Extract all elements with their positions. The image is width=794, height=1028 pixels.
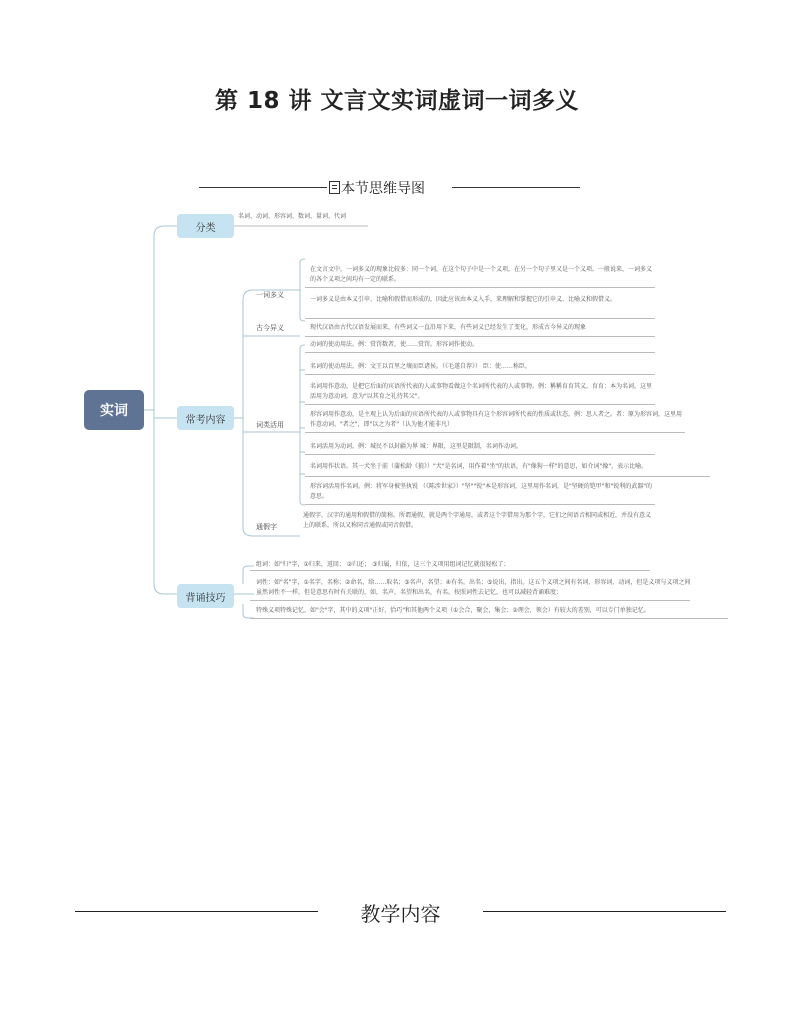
polysemy-text-1: 在文言文中，一词多义的现象比较多：同一个词，在这个句子中是一个义项，在另一个句子里又是一个义项。一般说来，一词多义的各个义项之间均有一定的联系。 — [310, 266, 653, 283]
category-classify: 分类 — [177, 214, 234, 238]
memorize-tip-1: 组词：如"归"字，①归来，返回； ②归还； ③归属，归依，这三个义项用组词记忆就很轻松了； — [256, 561, 510, 568]
leaf-underline — [305, 504, 655, 505]
leaf-underline — [305, 454, 655, 455]
leaf-underline — [250, 600, 690, 601]
flex-text-1: 动词的使动用法。例：赏罚数者，使……赏罚。形容词作使动。 — [310, 341, 479, 348]
category-memorize: 背诵技巧 — [177, 584, 234, 608]
flex-text-3: 名词用作意动，是把它后面的宾语所代表的人或事物看做这个名词所代表的人或事物。例：稱稱育育其义。育育：本为名词，这里活用为意动词，意为"以其育之礼待其父"。 — [310, 383, 653, 400]
leaf-underline — [305, 352, 655, 353]
leaf-underline — [305, 432, 685, 433]
leaf-underline — [305, 374, 655, 375]
leaf-underline — [305, 318, 655, 319]
tongjia-text: 通假字，汉字的通用和假借的简称。所谓通假，就是两个字通用，或者这个字借用为那个字，它们之间语音相同或相近，并没有意义上的联系，所以又称同音通假或同音假借。 — [303, 512, 652, 529]
leaf-underline — [305, 287, 655, 288]
flex-text-2: 名词的使动用法。例：文王以百里之壤而臣诸侯。（《毛遂自荐》） 臣：使……称臣。 — [310, 363, 531, 370]
leaf-underline — [305, 404, 655, 405]
ancient-text: 现代汉语由古代汉语发展而来，有些词义一直沿用下来，有些词义已经发生了变化，形成古今异义的现象 — [310, 324, 587, 331]
flex-text-5: 名词活用为动词。例：城民不以封疆为界 城：界限，这里是限制，名词作动词。 — [310, 443, 522, 450]
footer-heading — [75, 898, 726, 928]
sub-polysemy: 一词多义 — [256, 291, 284, 299]
page-title: 第 18 讲 文言文实词虚词一词多义 — [214, 88, 580, 114]
footer-divider-right — [483, 911, 726, 912]
section-heading-text: 本节思维导图 — [341, 181, 425, 197]
memorize-tip-3: 特殊义项特殊记忆，如"会"字，其中的义项"正好，恰巧"和其他两个义项（①会合，聚会，集会；②理会，领会）有较大的差别，可以专门单独记忆。 — [256, 607, 650, 614]
memorize-tip-2: 词性：如"名"字，①名字，名称；②命名，给……取名；③名声，名望；④有名，出名；⑤说出，指出。这五个义项之间有名词、形容词、动词，但是义项与义项之间虽然词性不一样，但是意思有时有关联的，如，名声，名望和出名，有名。按照词性去记忆，也可以减轻背诵难度； — [256, 579, 691, 596]
category-common: 常考内容 — [177, 406, 234, 430]
footer-heading-text: 教学内容 — [360, 902, 441, 926]
sub-ancient: 古今异义 — [256, 324, 284, 332]
leaf-underline — [250, 618, 728, 619]
leaf-underline — [250, 570, 650, 571]
sub-flexible: 词类活用 — [256, 421, 284, 429]
flex-text-4: 形容词用作意动，是主观上认为后面的宾语所代表的人或事物具有这个形容词所代表的性质或状态。例：思人者之。者：原为形容词，这里用作意动词。"者之"，即"以之为者"（认为他才能非凡） — [310, 411, 683, 428]
flex-text-6: 名词用作状语。其一犬坐于前（蒲松龄《狼》）"犬"是名词，用作着"坐"的状语，有"像狗一样"的意思，如介词"像"，表示比喻。 — [310, 463, 648, 470]
sub-tongjia: 通假字 — [256, 523, 277, 531]
leaf-underline — [305, 476, 710, 477]
classify-text: 名词、动词、形容词、数词、量词、代词 — [238, 213, 347, 220]
polysemy-text-2: 一词多义是由本义引申、比喻和假借而形成的，因此应该由本义入手，来理解和掌握它的引申义、比喻义和假借义。 — [310, 296, 617, 303]
root-node-shici: 实词 — [84, 390, 144, 430]
leaf-underline — [305, 336, 655, 337]
flex-text-7: 形容词活用作名词。例：将军身被坚执锐 （《陈涉世家》）"坚""锐"本是形容词，这里用作名词，是"坚硬的铠甲"和"锐利的武器"的意思。 — [310, 483, 652, 500]
